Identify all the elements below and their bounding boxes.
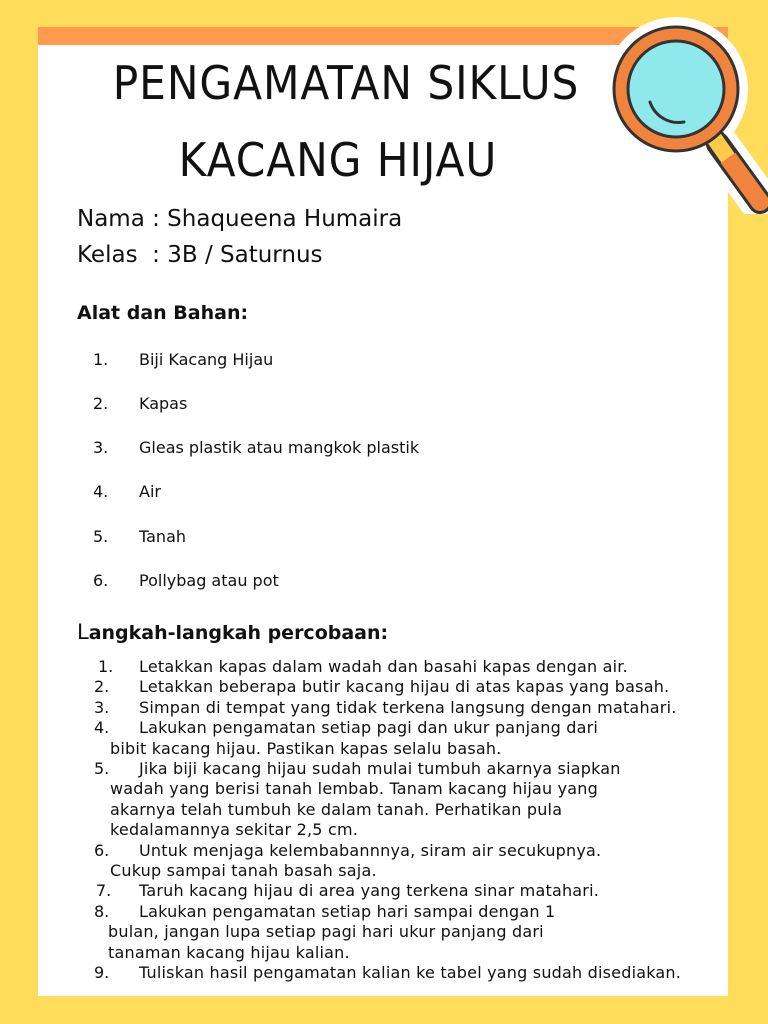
- step-number: 4.: [94, 718, 110, 738]
- list-item-text: Biji Kacang Hijau: [139, 350, 274, 369]
- list-item-number: 4.: [93, 482, 109, 501]
- step-text-line: bibit kacang hijau. Pastikan kapas selalu basah.: [110, 738, 502, 758]
- step-text-line: tanaman kacang hijau kalian.: [108, 942, 350, 962]
- step-text-line: Letakkan beberapa butir kacang hijau di atas kapas yang basah.: [139, 677, 670, 697]
- magnifying-glass-icon: [588, 14, 768, 214]
- step-number: 6.: [94, 840, 110, 860]
- step-number: 7.: [96, 881, 112, 901]
- student-class: Kelas : 3B / Saturnus: [77, 242, 323, 268]
- step-number: 9.: [94, 963, 110, 982]
- step-text-line: Cukup sampai tanah basah saja.: [110, 861, 377, 880]
- list-item-text: Air: [139, 482, 161, 501]
- step-text-line: Lakukan pengamatan setiap pagi dan ukur panjang dari: [139, 718, 599, 738]
- step-text-line: Jika biji kacang hijau sudah mulai tumbuh akarnya siapkan: [139, 759, 621, 778]
- title-line-1: PENGAMATAN SIKLUS: [112, 56, 580, 110]
- step-number: 1.: [98, 657, 114, 676]
- step-number: 8.: [94, 901, 110, 921]
- student-name: Nama : Shaqueena Humaira: [77, 206, 403, 232]
- step-number: 2.: [94, 677, 110, 697]
- title-line-2: KACANG HIJAU: [178, 133, 498, 187]
- list-item-text: Pollybag atau pot: [139, 571, 279, 590]
- step-text-line: akarnya telah tumbuh ke dalam tanah. Perhatikan pula: [110, 799, 563, 819]
- steps-heading-rest: angkah-langkah percobaan:: [88, 622, 389, 644]
- list-item-text: Tanah: [139, 527, 187, 546]
- step-text-line: Tuliskan hasil pengamatan kalian ke tabel yang sudah disediakan.: [139, 963, 682, 982]
- step-number: 3.: [94, 697, 110, 717]
- list-item-text: Kapas: [139, 394, 188, 413]
- step-text-line: Taruh kacang hijau di area yang terkena sinar matahari.: [139, 881, 599, 901]
- steps-heading-initial: L: [77, 620, 89, 644]
- list-item-number: 2.: [93, 394, 109, 413]
- list-item-number: 6.: [93, 571, 109, 590]
- step-text-line: bulan, jangan lupa setiap pagi hari ukur panjang dari: [108, 922, 544, 942]
- list-item-number: 1.: [93, 350, 109, 369]
- materials-heading: Alat dan Bahan:: [77, 302, 249, 324]
- step-text-line: Untuk menjaga kelembabannnya, siram air secukupnya.: [139, 840, 602, 860]
- list-item-number: 5.: [93, 527, 109, 546]
- step-number: 5.: [94, 759, 110, 778]
- step-text-line: kedalamannya sekitar 2,5 cm.: [110, 820, 359, 840]
- step-text-line: wadah yang berisi tanah lembab. Tanam kacang hijau yang: [110, 779, 598, 799]
- step-text-line: Simpan di tempat yang tidak terkena langsung dengan matahari.: [139, 697, 677, 717]
- step-text-line: Lakukan pengamatan setiap hari sampai dengan 1: [139, 901, 556, 921]
- steps-heading: [77, 620, 388, 644]
- list-item-number: 3.: [93, 438, 109, 457]
- step-text-line: Letakkan kapas dalam wadah dan basahi kapas dengan air.: [139, 657, 628, 676]
- list-item-text: Gleas plastik atau mangkok plastik: [139, 438, 420, 457]
